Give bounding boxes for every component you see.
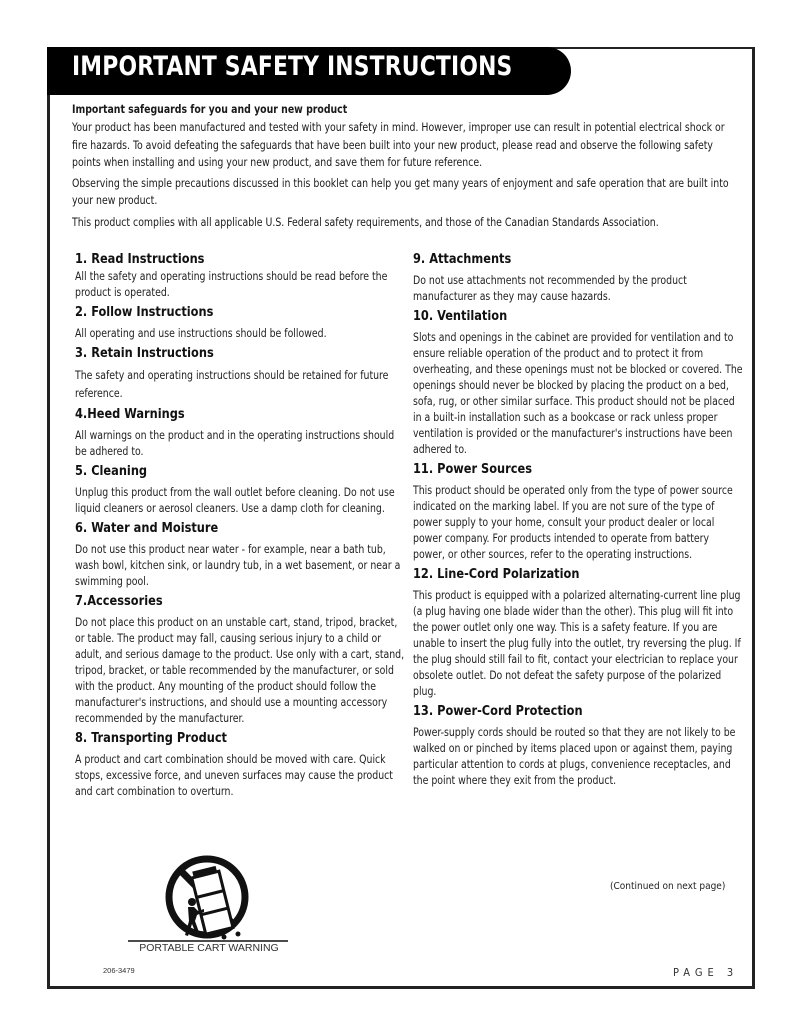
section-body: Do not use this product near water - for example, near a bath tub, wash bowl, kitchen sink, or laundry tub, in a wet basement, or near a swimming pool. <box>75 543 401 588</box>
intro-paragraph: Your product has been manufactured and tested with your safety in mind. However, improper use can result in potential electrical shock or fire hazards. To avoid defeating the safeguards that have been built into your new product, please read and observe the following safety points when installing and using your new product, and save them for future reference. <box>72 121 725 169</box>
section-read-instructions <box>75 250 405 301</box>
section-transporting-product <box>75 729 405 800</box>
section-power-sources <box>413 460 743 563</box>
section-title: 5. Cleaning <box>75 463 148 479</box>
section-body: Unplug this product from the wall outlet before cleaning. Do not use liquid cleaners or aerosol cleaners. Use a damp cloth for cleaning. <box>75 486 395 515</box>
section-body: This product is equipped with a polarized alternating-current line plug (a plug having one blade wider than the other). This plug will fit into the power outlet only one way. This is a safety feature. If you are unable to insert the plug fully into the outlet, try reversing the plug. If the plug should still fail to fit, contact your electrician to replace your obsolete outlet. Do not defeat the safety purpose of the polarized plug. <box>413 589 741 698</box>
intro-lead: Important safeguards for you and your new product <box>72 103 348 116</box>
intro-paragraph: Observing the simple precautions discussed in this booklet can help you get many years of enjoyment and safe operation that are built into your new product. <box>72 177 729 208</box>
section-title: 3. Retain Instructions <box>75 345 214 361</box>
section-body: Do not use attachments not recommended by the product manufacturer as they may cause hazards. <box>413 274 687 303</box>
section-title: 13. Power-Cord Protection <box>413 703 583 719</box>
section-accessories <box>75 592 405 727</box>
section-body: All the safety and operating instructions should be read before the product is operated. <box>75 270 388 299</box>
section-retain-instructions <box>75 344 405 403</box>
part-number: 206-3479 <box>103 966 135 975</box>
continued-note: (Continued on next page) <box>610 881 726 892</box>
portable-cart-warning-icon <box>128 855 288 943</box>
section-title: 9. Attachments <box>413 251 512 267</box>
section-attachments <box>413 250 743 305</box>
section-title: 2. Follow Instructions <box>75 304 214 320</box>
section-title: 7.Accessories <box>75 593 163 609</box>
section-body: This product should be operated only from the type of power source indicated on the marking label. If you are not sure of the type of power supply to your home, consult your product dealer or local power company. For products intended to operate from battery power, or other sources, refer to the operating instructions. <box>413 484 733 561</box>
section-title: 11. Power Sources <box>413 461 532 477</box>
section-power-cord-protection <box>413 702 743 789</box>
section-body: Slots and openings in the cabinet are provided for ventilation and to ensure reliable operation of the product and to protect it from overheating, and these openings must not be blocked or covered. The openings should never be blocked by placing the product on a bed, sofa, rug, or other similar surface. This product should not be placed in a built-in installation such as a bookcase or rack unless proper ventilation is provided or the manufacturer's instructions have been adhered to. <box>413 331 743 456</box>
left-column <box>75 250 405 802</box>
section-title: 6. Water and Moisture <box>75 520 219 536</box>
section-water-and-moisture <box>75 519 405 590</box>
intro-paragraph: This product complies with all applicable U.S. Federal safety requirements, and those of the Canadian Standards Association. <box>72 215 659 229</box>
page-title: IMPORTANT SAFETY INSTRUCTIONS <box>72 51 513 82</box>
section-body: All warnings on the product and in the operating instructions should be adhered to. <box>75 429 395 458</box>
section-body: All operating and use instructions should be followed. <box>75 327 327 340</box>
section-cleaning <box>75 462 405 517</box>
section-title: 4.Heed Warnings <box>75 406 185 422</box>
section-title: 1. Read Instructions <box>75 251 205 267</box>
section-body: Do not place this product on an unstable cart, stand, tripod, bracket, or table. The product may fall, causing serious injury to a child or adult, and serious damage to the product. Use only with a cart, stand, tripod, bracket, or table recommended by the manufacturer, or sold with the product. Any mounting of the product should follow the manufacturer's instructions, and should use a mounting accessory recommended by the manufacturer. <box>75 616 405 725</box>
section-follow-instructions <box>75 303 405 342</box>
page-number: PAGE 3 <box>673 966 739 979</box>
section-title: 8. Transporting Product <box>75 730 227 746</box>
right-column <box>413 250 743 791</box>
section-ventilation <box>413 307 743 458</box>
section-body: The safety and operating instructions should be retained for future reference. <box>75 369 389 400</box>
section-body: Power-supply cords should be routed so that they are not likely to be walked on or pinched by items placed upon or against them, paying particular attention to cords at plugs, convenience receptacles, and the point where they exit from the product. <box>413 726 736 787</box>
intro-section <box>72 101 752 235</box>
section-title: 12. Line-Cord Polarization <box>413 566 580 582</box>
section-title: 10. Ventilation <box>413 308 508 324</box>
section-body: A product and cart combination should be moved with care. Quick stops, excessive force, and uneven surfaces may cause the product and cart combination to overturn. <box>75 753 393 798</box>
cart-warning-label: PORTABLE CART WARNING <box>139 942 279 954</box>
section-heed-warnings <box>75 405 405 460</box>
section-line-cord-polarization <box>413 565 743 700</box>
